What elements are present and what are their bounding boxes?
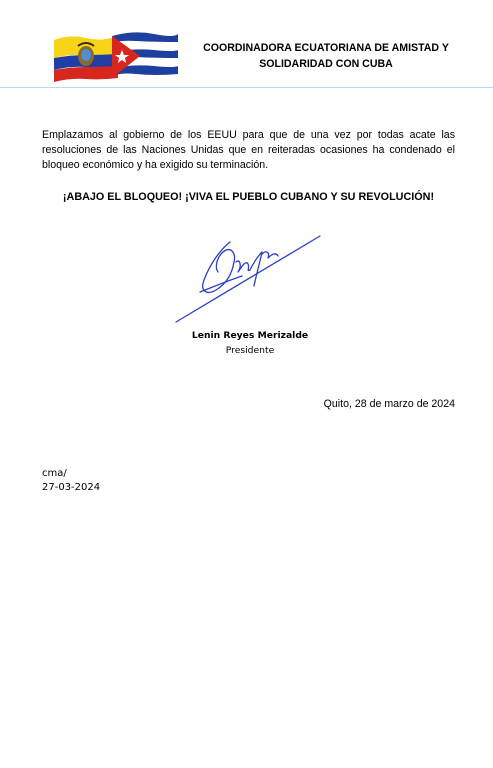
- signer-name: Lenin Reyes Merizalde: [191, 330, 309, 341]
- header-divider: [0, 87, 493, 88]
- place-date: Quito, 28 de marzo de 2024: [323, 398, 455, 410]
- letter-slogan: ¡ABAJO EL BLOQUEO! ¡VIVA EL PUEBLO CUBANO Y SU REVOLUCIÓN!: [62, 191, 435, 203]
- ecuador-cuba-flags-icon: [50, 28, 180, 84]
- organization-title: [190, 40, 462, 72]
- letterhead: [0, 0, 493, 90]
- reference-date: 27-03-2024: [42, 482, 101, 493]
- reference-initials: cma/: [42, 468, 67, 479]
- handwritten-signature: [170, 232, 325, 327]
- letter-body: Emplazamos al gobierno de los EEUU para que de una vez por todas acate las resoluciones de las Naciones Unidas que en reiteradas ocasiones ha condenado el bloqueo económico y ha exigido su terminación.: [42, 129, 455, 171]
- organization-title-line1: COORDINADORA ECUATORIANA DE AMISTAD Y: [203, 42, 449, 54]
- cuba-flag-icon: [112, 32, 178, 78]
- ecuador-flag-icon: [54, 36, 118, 82]
- signer-role: Presidente: [225, 345, 275, 356]
- organization-title-line2: SOLIDARIDAD CON CUBA: [259, 58, 393, 70]
